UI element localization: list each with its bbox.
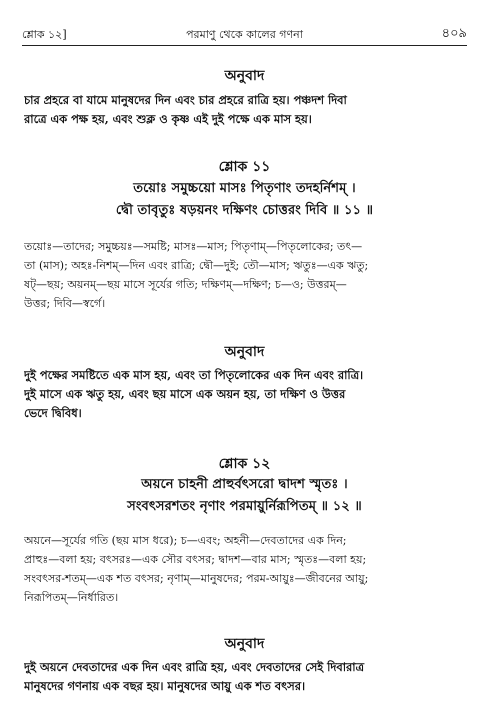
verse-line: অয়নে চাহনী প্রাহুর্বৎসরো দ্বাদশ স্মৃতঃ । [141, 477, 348, 492]
text-line: দুই পক্ষের সমষ্টিতে এক মাস হয়, এবং তা পিতৃলোকের এক দিন এবং রাত্রি। [24, 368, 364, 382]
verse-line: তয়োঃ সমুচ্চয়ো মাসঃ পিতৃণাং তদহর্নিশম্ । [133, 181, 356, 196]
header-chapter-title: পরমাণু থেকে কালের গণনা [186, 28, 303, 41]
verse-12-synonyms [24, 531, 465, 607]
text-line: চার প্রহরে বা যামে মানুষদের দিন এবং চার প্রহরে রাত্রি হয়। পঞ্চদশ দিবা [24, 93, 347, 107]
translation-paragraph-3 [24, 658, 465, 696]
verse-12-text [24, 474, 465, 518]
synonym-line: প্রাহুঃ—বলা হয়; বৎসরঃ—এক সৌর বৎসর; দ্বাদশ—বার মাস; স্মৃতঃ—বলা হয়; [24, 553, 367, 566]
synonym-line: অয়নে—সূর্যের গতি (ছয় মাস ধরে); চ—এবং; অহনী—দেবতাদের এক দিন; [24, 534, 347, 547]
header-verse-ref: শ্লোক ১২] [22, 28, 67, 41]
verse-11-synonyms [24, 237, 465, 313]
verse-12-heading: শ্লোক ১২ [218, 456, 271, 472]
translation-heading-3: অনুবাদ [224, 636, 265, 652]
page-number: ৪০৯ [441, 26, 467, 41]
verse-11-heading: শ্লোক ১১ [218, 159, 271, 175]
synonym-line: উত্তর; দিবি—স্বর্গে। [24, 297, 106, 310]
translation-heading-1: অনুবাদ [224, 68, 265, 84]
translation-heading-2: অনুবাদ [224, 344, 265, 360]
header-rule [22, 45, 467, 46]
text-line: দুই অয়নে দেবতাদের এক দিন এবং রাত্রি হয়, এবং দেবতাদের সেই দিবারাত্র [24, 660, 364, 674]
synonym-line: ষট্—ছয়; অয়নম্—ছয় মাসে সূর্যের গতি; দক্ষিণম্—দক্ষিণ; চ—ও; উত্তরম্— [24, 278, 347, 291]
text-line: রাত্রে এক পক্ষ হয়, এবং শুক্ল ও কৃষ্ণ এই দুই পক্ষে এক মাস হয়। [24, 112, 312, 126]
synonym-line: তয়োঃ—তাদের; সমুচ্চয়ঃ—সমষ্টি; মাসঃ—মাস; পিতৃণাম্—পিতৃলোকের; তৎ— [24, 240, 363, 253]
verse-line: দ্বৌ তাবৃতুঃ ষড়য়নং দক্ষিণং চোত্তরং দিবি ॥ ১১ ॥ [115, 203, 374, 218]
translation-paragraph-1 [24, 91, 465, 129]
synonym-line: তা (মাস); অহঃ-নিশম্—দিন এবং রাত্রি; দ্বৌ—দুই; তৌ—মাস; ঋতুঃ—এক ঋতু; [24, 259, 369, 272]
verse-line: সংবৎসরশতং নৃণাং পরমায়ুর্নিরূপিতম্ ॥ ১২ ॥ [127, 499, 362, 514]
translation-paragraph-2 [24, 366, 465, 423]
synonym-line: নিরূপিতম্—নির্ধারিত। [24, 591, 119, 604]
text-line: দুই মাসে এক ঋতু হয়, এবং ছয় মাসে এক অয়ন হয়, তা দক্ষিণ ও উত্তর [24, 387, 346, 401]
verse-11-text [24, 178, 465, 222]
synonym-line: সংবৎসর-শতম্—এক শত বৎসর; নৃণাম্—মানুষদের; পরম-আয়ুঃ—জীবনের আয়ু; [24, 572, 369, 585]
text-line: মানুষদের গণনায় এক বছর হয়। মানুষদের আয়ু এক শত বৎসর। [24, 679, 306, 693]
text-line: ভেদে দ্বিবিধ। [24, 406, 82, 420]
running-header [22, 22, 467, 44]
